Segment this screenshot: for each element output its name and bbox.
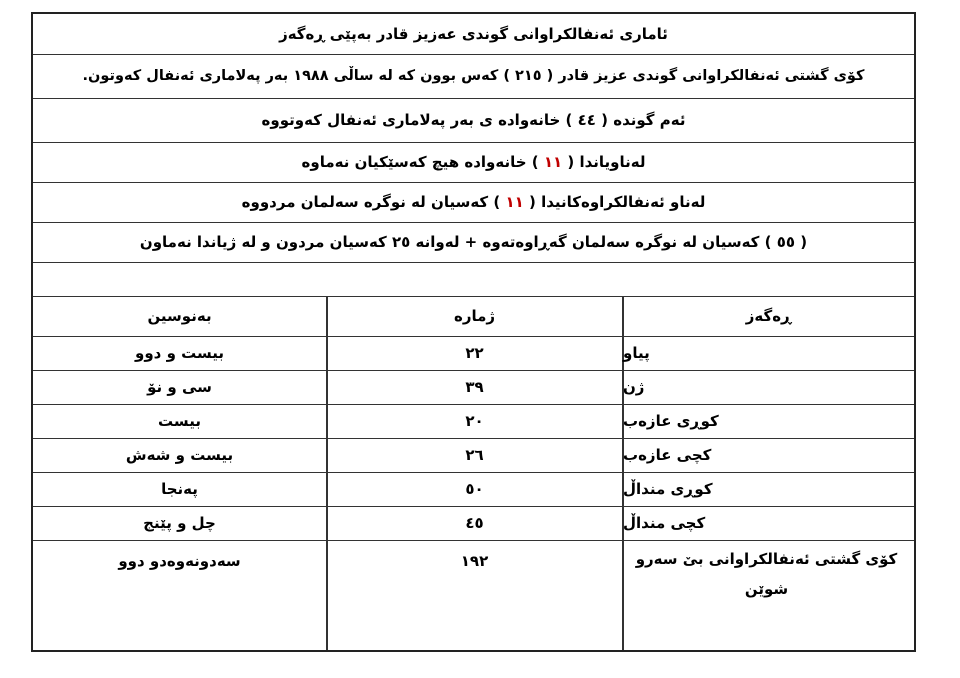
words-cell: پەنجا (161, 480, 198, 498)
gender-cell: کوڕی عازەب (623, 412, 719, 430)
header-in-words: بەنوسین (147, 307, 212, 325)
words-cell: بیست (158, 412, 201, 430)
summary-row-died-in-prison (33, 182, 914, 223)
table-row (33, 472, 914, 507)
summary-row-empty (33, 262, 914, 297)
summary-row-no-survivors (33, 142, 914, 183)
table-row (33, 404, 914, 439)
statistics-table (31, 12, 916, 652)
gender-cell: کۆی گشتی ئەنفالکراوانی بێ سەرو شوێن (635, 550, 898, 598)
summary-text-no-survivors (302, 153, 646, 171)
header-gender: ڕەگەز (745, 307, 792, 325)
title-text: ئاماری ئەنفالکراوانی گوندی عەزیز قادر بەپێی ڕەگەز (279, 25, 668, 43)
words-cell: سی و نۆ (147, 378, 212, 396)
number-cell: ٣٩ (465, 378, 484, 396)
summary-text-families: ئەم گوندە ( ٤٤ ) خانەوادە ی بەر پەلاماری ئەنفال کەوتووە (261, 111, 686, 129)
words-cell: سەدونەوەدو دوو (118, 552, 241, 570)
words-cell: بیست و شەش (125, 446, 234, 464)
summary-row-returned (33, 222, 914, 263)
number-cell: ٢٢ (465, 344, 484, 362)
gender-cell: کوڕی منداڵ (623, 480, 713, 498)
highlight-number: ١١ (543, 153, 563, 171)
summary-part: ) خانەوادە هیچ کەسێکیان نەماوە (301, 153, 544, 171)
number-cell: ٢٦ (465, 446, 484, 464)
summary-text-died-in-prison (242, 193, 706, 211)
gender-cell: کچی عازەب (623, 446, 712, 464)
summary-text-returned: ( ٥٥ ) کەسیان لە نوگرە سەلمان گەڕاوەتەوە + لەوانە ٢٥ کەسیان مردون و لە ژیاندا نەماون (139, 233, 808, 251)
table-row-total (33, 540, 914, 652)
summary-part: لەناویاندا ( (562, 153, 646, 171)
summary-part: ) کەسیان لە نوگرە سەلمان مردووە (241, 193, 506, 211)
table-row (33, 438, 914, 473)
document-title (33, 14, 914, 55)
gender-table (33, 296, 914, 650)
gender-cell: کچی منداڵ (623, 514, 706, 532)
table-header-row (33, 296, 914, 337)
summary-text-total: کۆی گشتی ئەنفالکراوانی گوندی عزیز قادر ( ٢١٥ ) کەس بوون کە لە ساڵی ١٩٨٨ بەر پەلاماری ئەنفال کەوتون. (82, 68, 865, 84)
number-cell: ٥٠ (465, 480, 484, 498)
summary-row-families (33, 98, 914, 143)
table-row (33, 336, 914, 371)
summary-part: لەناو ئەنفالکراوەکانیدا ( (523, 193, 706, 211)
number-cell: ٤٥ (465, 514, 484, 532)
number-cell: ٢٠ (465, 412, 484, 430)
words-cell: بیست و دوو (135, 344, 225, 362)
table-row (33, 370, 914, 405)
table-row (33, 506, 914, 541)
gender-cell: ژن (623, 378, 645, 396)
gender-cell: پیاو (623, 344, 650, 362)
number-cell: ١٩٢ (460, 552, 489, 570)
header-number: ژمارە (453, 307, 496, 325)
highlight-number: ١١ (505, 193, 524, 211)
words-cell: چل و پێنج (143, 514, 216, 532)
summary-row-total (33, 54, 914, 99)
